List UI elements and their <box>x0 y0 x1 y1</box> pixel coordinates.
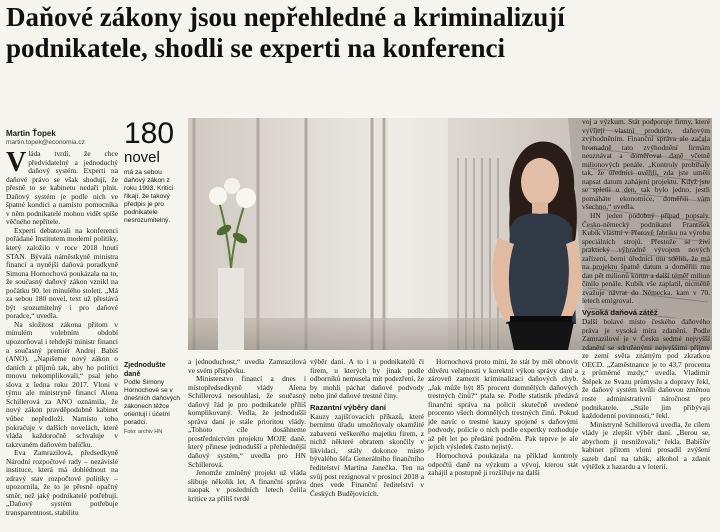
paragraph: Experti debatovali na konferenci pořádané Institutem moderní politiky, který založilo v roce 2018 hnutí STAN. Bývalá náměstkyně ministra financí a nynější daňová poradkyně Simona Hornochová poukázala na to, že současný daňový zákon vznikl na počátku 90. let minulého století. „Má za sebou 180 novel, text už přestává být srozumitelný i pro daňové poradce,“ uvedla. <box>6 225 118 321</box>
caption-title: Zjednodušte daně <box>124 362 166 378</box>
article-column-1 <box>6 147 118 518</box>
drop-cap: V <box>6 147 27 178</box>
author-email: martin.topek@economia.cz <box>6 139 85 146</box>
sidebar-number: 180 <box>124 117 175 150</box>
paragraph: a jednoduchost,“ uvedla Zamrazilová ve svém příspěvku. <box>188 357 306 375</box>
article-column-3 <box>310 358 424 498</box>
paragraph: voj a výzkum. Stát podporuje firmy, které vyvíjejí vlastní produkty, daňovým zvýhodněním. Finanční správa ale začala hromadně tato zvýhodnění firmám neuznávat a doměřovat daně včetně milionových penále. „Kontroly probíhaly tak, že úředníci ověřili, zda jste uměli napsat datum zahájení projektu. Když jste se spletli o den, tak bylo jedno, jestli pomáháte ekonomice, doměřili vám všechno,“ uvedla. <box>582 117 710 212</box>
paragraph: Eva Zamrazilová, předsedkyně Národní rozpočtové rady – nezávislé instituce, která má dohlédnout na zdravý stav rozpočtové politiky – upozornila, že to je přesně opačný směr, než jaký podnikatelé potřebují. „Daňový systém potřebuje transparentnost, stabilitu <box>6 448 118 517</box>
sidebar-fact <box>124 118 184 225</box>
paragraph: HN jeden podobný případ popsaly. Česko-německý podnikatel František Kubík vlastní v Přerově fabriku na výrobu speciálních strojů. Přestože se živí praktický výhradně vývojem nových zařízení, berní úředníci mu sdělili, že má na projektu špatně datum a doměřili mu dan pět milionů korun a další téměř milion činilo penále. Kubík vše zaplatil, nicméně zvažuje návrat do Německa, kam v 70. letech emigroval. <box>582 211 710 306</box>
article-column-5 <box>582 118 710 472</box>
paragraph: Ministerstvo financí a dnes i místopředsedkyně vlády Alena Schillerová nesouhlasí, že současný daňový řád je pro podnikatele příliš komplikovaný. Vedla, že jednodušší správa daní je stále prioritou vlády. „Tohoto cíle dosáhneme prostřednictvím projektu MOJE daně, který přinese jednodušší a přehlednější daňový systém,“ uvedla pro HN Schillerová. <box>188 374 306 469</box>
sidebar-word: novel <box>124 149 160 166</box>
article-column-2 <box>188 358 306 503</box>
paragraph: Hornochová poukázala na příklad kontroly odpočtů daně na výzkum a vývoj, kterou stát zahájil a postupně ji rozšiřuje na další <box>428 451 578 478</box>
headline: Daňové zákony jsou nepřehledné a kriminalizují podnikatele, shodli se experti na konferenci <box>6 2 565 63</box>
paragraph: Jenomže zmíněný projekt už vláda slibuje několik let. A finanční správa naopak v posledních letech čelila kritice za příliš tvrdé <box>188 468 306 503</box>
author-name: Martin Ťopek <box>6 129 56 138</box>
caption-body: Podle Simony Hornochové se v dnešních daňových zákonech těžce orientují i účetní poradci. <box>124 379 181 426</box>
subheading: Vysoká daňová zátěž <box>582 308 658 318</box>
sidebar-text: má za sebou daňový zákon z roku 1993. Kritici říkají, že takový předpis je pro podnikatele nesrozumitelný. <box>124 169 174 224</box>
paragraph: Na složitost zákona přitom v minulém volebním období upozorňoval i tehdejší ministr financí a současný premiér Andrej Babiš (ANO). „Napišeme nový zákon o daních z příjmů tak, aby ho politici mnovu nekomplikovali,“ psal jeho slova z ledna roku 2017. Vloni v týmu ale ministryně financí Alena Schillerová za ANO oznámila, že nový zákon pravděpodobně kabinet vůbec nepředloží. Namísto toho pokračuje v dalších novelách, které vláda každoročně schvaluje v takzvaném daňovém balíčku. <box>6 319 118 449</box>
paragraph: výběr daní. A to i u podnikatelů či firem, u kterých by jinak podle odborníků nemusela mít podezření, že by mohli páchat daňové podvody nebo jiné daňové trestné činy. <box>310 357 424 401</box>
paragraph: Ministryně Schillerová uvedla, že cílem vlády je zlepšit výběr daní. „Berou se, abychom ji nesnižovali,“ řekla. Babišův kabinet přitom vloni prosadil zvýšení sazeb daní na tabák, alkohol a zdanit výtěžek z hazardu a v loterií. <box>582 419 710 472</box>
paragraph: Kauzy zajišťovacích příkazů, které bernímu úřadu umožňovaly okamžité zabavení veškerého majetku firem, z nichž některé obratem skončily v likvidaci, stály dokonce místo bývalého šéfa Generálního finančního ředitelství Martina Janečka. Ten na svůj post rezignoval v prosinci 2018 a dnes vede Finanční ředitelství v Českých Budějovicích. <box>310 411 424 498</box>
paragraph: Hornochová proto míní, že stát by měl obnovit důvěru veřejnosti v korektní výkon správy daní a zároveň zamezit kriminalizaci daňových chyb. „Jak může být 85 procent domnělých daňových trestných činů?“ ptala se. Podle statistik předává finanční správa na policii skutečně uvedené procento všech domnělých trestných činů. Pokud jde navíc o trestné kauzy spojené s daňovými podvody, policie o nich podle expertky rozhoduje až pět let po předání podnětu. Pak teprve je ale jejich výsledek často nejistý. <box>428 357 578 452</box>
paragraph: láda tvrdí, že chce předvídatelný a jednoduchý daňový systém. Experti na daňové právo se však shodují, že přesně to se kabinetu nedaří plnit. Daňový systém je podle nich ve špatné kondici a namísto pomocníka v něm podnikatelé mohou vidět spíše věčného nepřítele. <box>6 149 118 227</box>
paragraph: Další bolavé místo českého daňového práva je vysoká míra zdanění. Podle Zamrazilové je v Česku sedmé nejvyšší zdanění se sdruženými nejvyššími příjmy ze zemí světa známým pod zkratkou OECD. „Zaměstnance je to 43,7 procenta z průměrné mzdy,“ uvedla. Vladimír Štěpek ze Svazu průmyslu a dopravy řekl, že daňový systém kvůli daňovou změnou roste administrativní náročnost pro podnikatele. „Stále jim přibývají každodenní povinnosti,“ řekl. <box>582 317 710 421</box>
photo-credit: Foto: archiv HN <box>124 429 163 435</box>
article-column-4 <box>428 358 578 478</box>
subheading: Razantní výběry daní <box>310 402 386 412</box>
photo-caption <box>124 362 180 435</box>
